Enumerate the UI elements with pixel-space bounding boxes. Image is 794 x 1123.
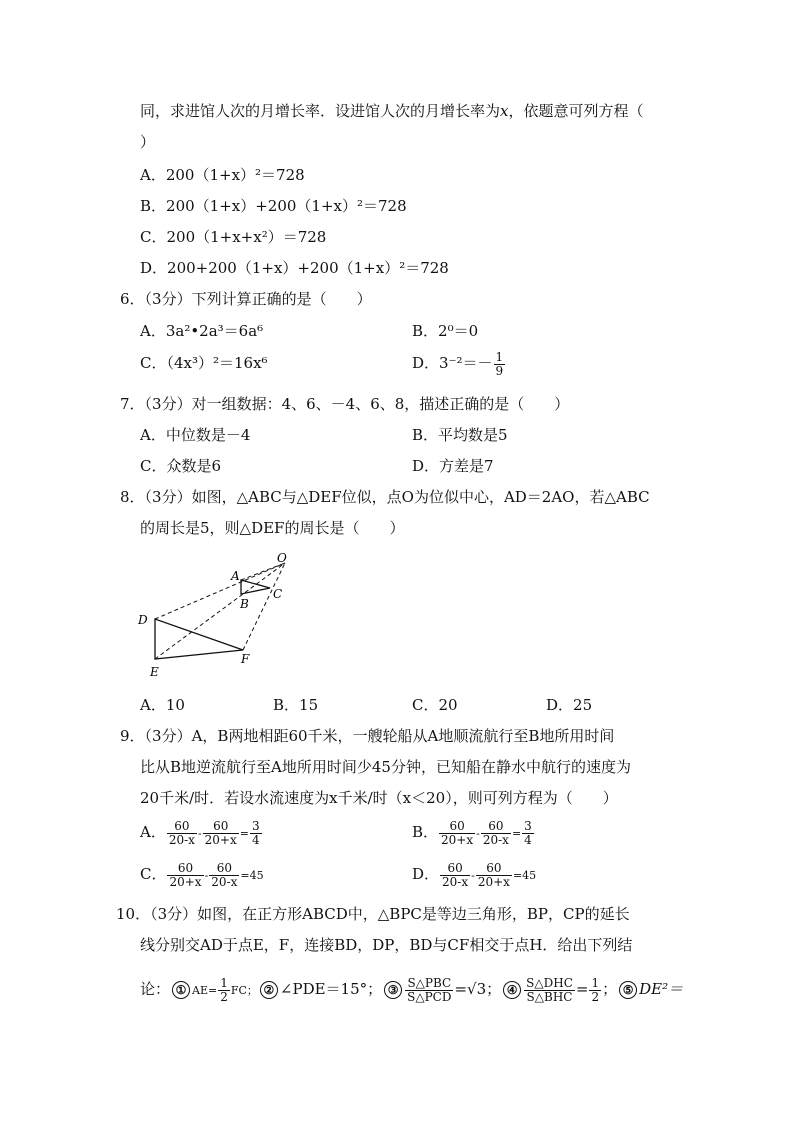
q5-line2: ）	[140, 133, 156, 151]
label-c: C	[273, 587, 283, 601]
line-DO	[155, 563, 285, 619]
q6-option-b: B．2⁰＝0	[412, 322, 479, 340]
q7-option-b: B．平均数是5	[412, 426, 508, 444]
q5-option-b: B．200（1+x）+200（1+x）²＝728	[140, 197, 407, 215]
q5-option-a: A．200（1+x）²＝728	[140, 166, 305, 184]
label-o: O	[277, 551, 287, 565]
q6-option-d: D．3⁻²＝－ $\frac{1}{9}$	[412, 349, 504, 378]
q7-option-d: D．方差是7	[412, 457, 494, 475]
label-b: B	[240, 597, 249, 611]
q6-stem: 6．（3分）下列计算正确的是（ ）	[120, 290, 372, 308]
q8-option-d: D．25	[546, 696, 593, 714]
q5-option-d: D．200+200（1+x）+200（1+x）²＝728	[140, 259, 449, 277]
q9-option-d: D． $\frac{60}{20-x}$ - $\frac{60}{20+x}$ =45	[412, 860, 537, 889]
q6-option-a: A．3a²•2a³＝6a⁶	[140, 322, 264, 340]
q6-option-c: C．（4x³）²＝16x⁶	[140, 354, 268, 372]
q9-stem-line2: 比从B地逆流航行至A地所用时间少45分钟，已知船在静水中航行的速度为	[140, 758, 631, 776]
triangle-def	[155, 619, 243, 659]
q7-option-c: C．众数是6	[140, 457, 222, 475]
q9-stem-line3: 20千米/时．若设水流速度为x千米/时（x＜20），则可列方程为（ ）	[140, 789, 618, 807]
q8-option-a: A．10	[140, 696, 185, 714]
q8-figure	[130, 545, 300, 685]
q8-stem-line2: 的周长是5，则△DEF的周长是（ ）	[140, 519, 405, 537]
q5-option-c: C．200（1+x+x²）＝728	[140, 228, 327, 246]
q8-option-b: B．15	[273, 696, 319, 714]
q9-option-b: B． $\frac{60}{20+x}$ - $\frac{60}{20-x}$ = $\frac{3}{4}$	[412, 818, 532, 847]
q9-stem-line1: 9．（3分）A，B两地相距60千米，一艘轮船从A地顺流航行至B地所用时间	[120, 727, 615, 745]
label-d: D	[138, 613, 148, 627]
label-e: E	[150, 665, 159, 679]
q7-stem: 7．（3分）对一组数据：4、6、－4、6、8，描述正确的是（ ）	[120, 395, 570, 413]
q10-conclusions: 论： ① AE= $\frac{1}{2}$ FC； ② ∠PDE＝15°； ③ $\frac{\text{S△PBC}}{\text{S△PCD}}$ =√3； ④ $\frac{\text{S△DHC}}{\text{S△BHC}}$ = $\frac{1}{2}$ ； ⑤ DE²＝	[140, 975, 684, 1004]
line-FO	[243, 563, 285, 650]
q10-stem-line2: 线分别交AD于点E，F，连接BD，DP，BD与CF相交于点H．给出下列结	[140, 936, 633, 954]
q9-option-a: A． $\frac{60}{20-x}$ - $\frac{60}{20+x}$ = $\frac{3}{4}$	[140, 818, 260, 847]
q7-option-a: A．中位数是－4	[140, 426, 251, 444]
q10-stem-line1: 10．（3分）如图，在正方形ABCD中，△BPC是等边三角形，BP，CP的延长	[116, 905, 630, 923]
q8-stem-line1: 8．（3分）如图，△ABC与△DEF位似，点O为位似中心，AD＝2AO，若△ABC	[120, 488, 650, 506]
label-a: A	[231, 569, 240, 583]
q9-option-c: C． $\frac{60}{20+x}$ - $\frac{60}{20-x}$ =45	[140, 860, 264, 889]
label-f: F	[241, 652, 250, 666]
q5-line1: 同，求进馆人次的月增长率．设进馆人次的月增长率为x，依题意可列方程（	[140, 102, 644, 120]
q8-option-c: C．20	[412, 696, 458, 714]
